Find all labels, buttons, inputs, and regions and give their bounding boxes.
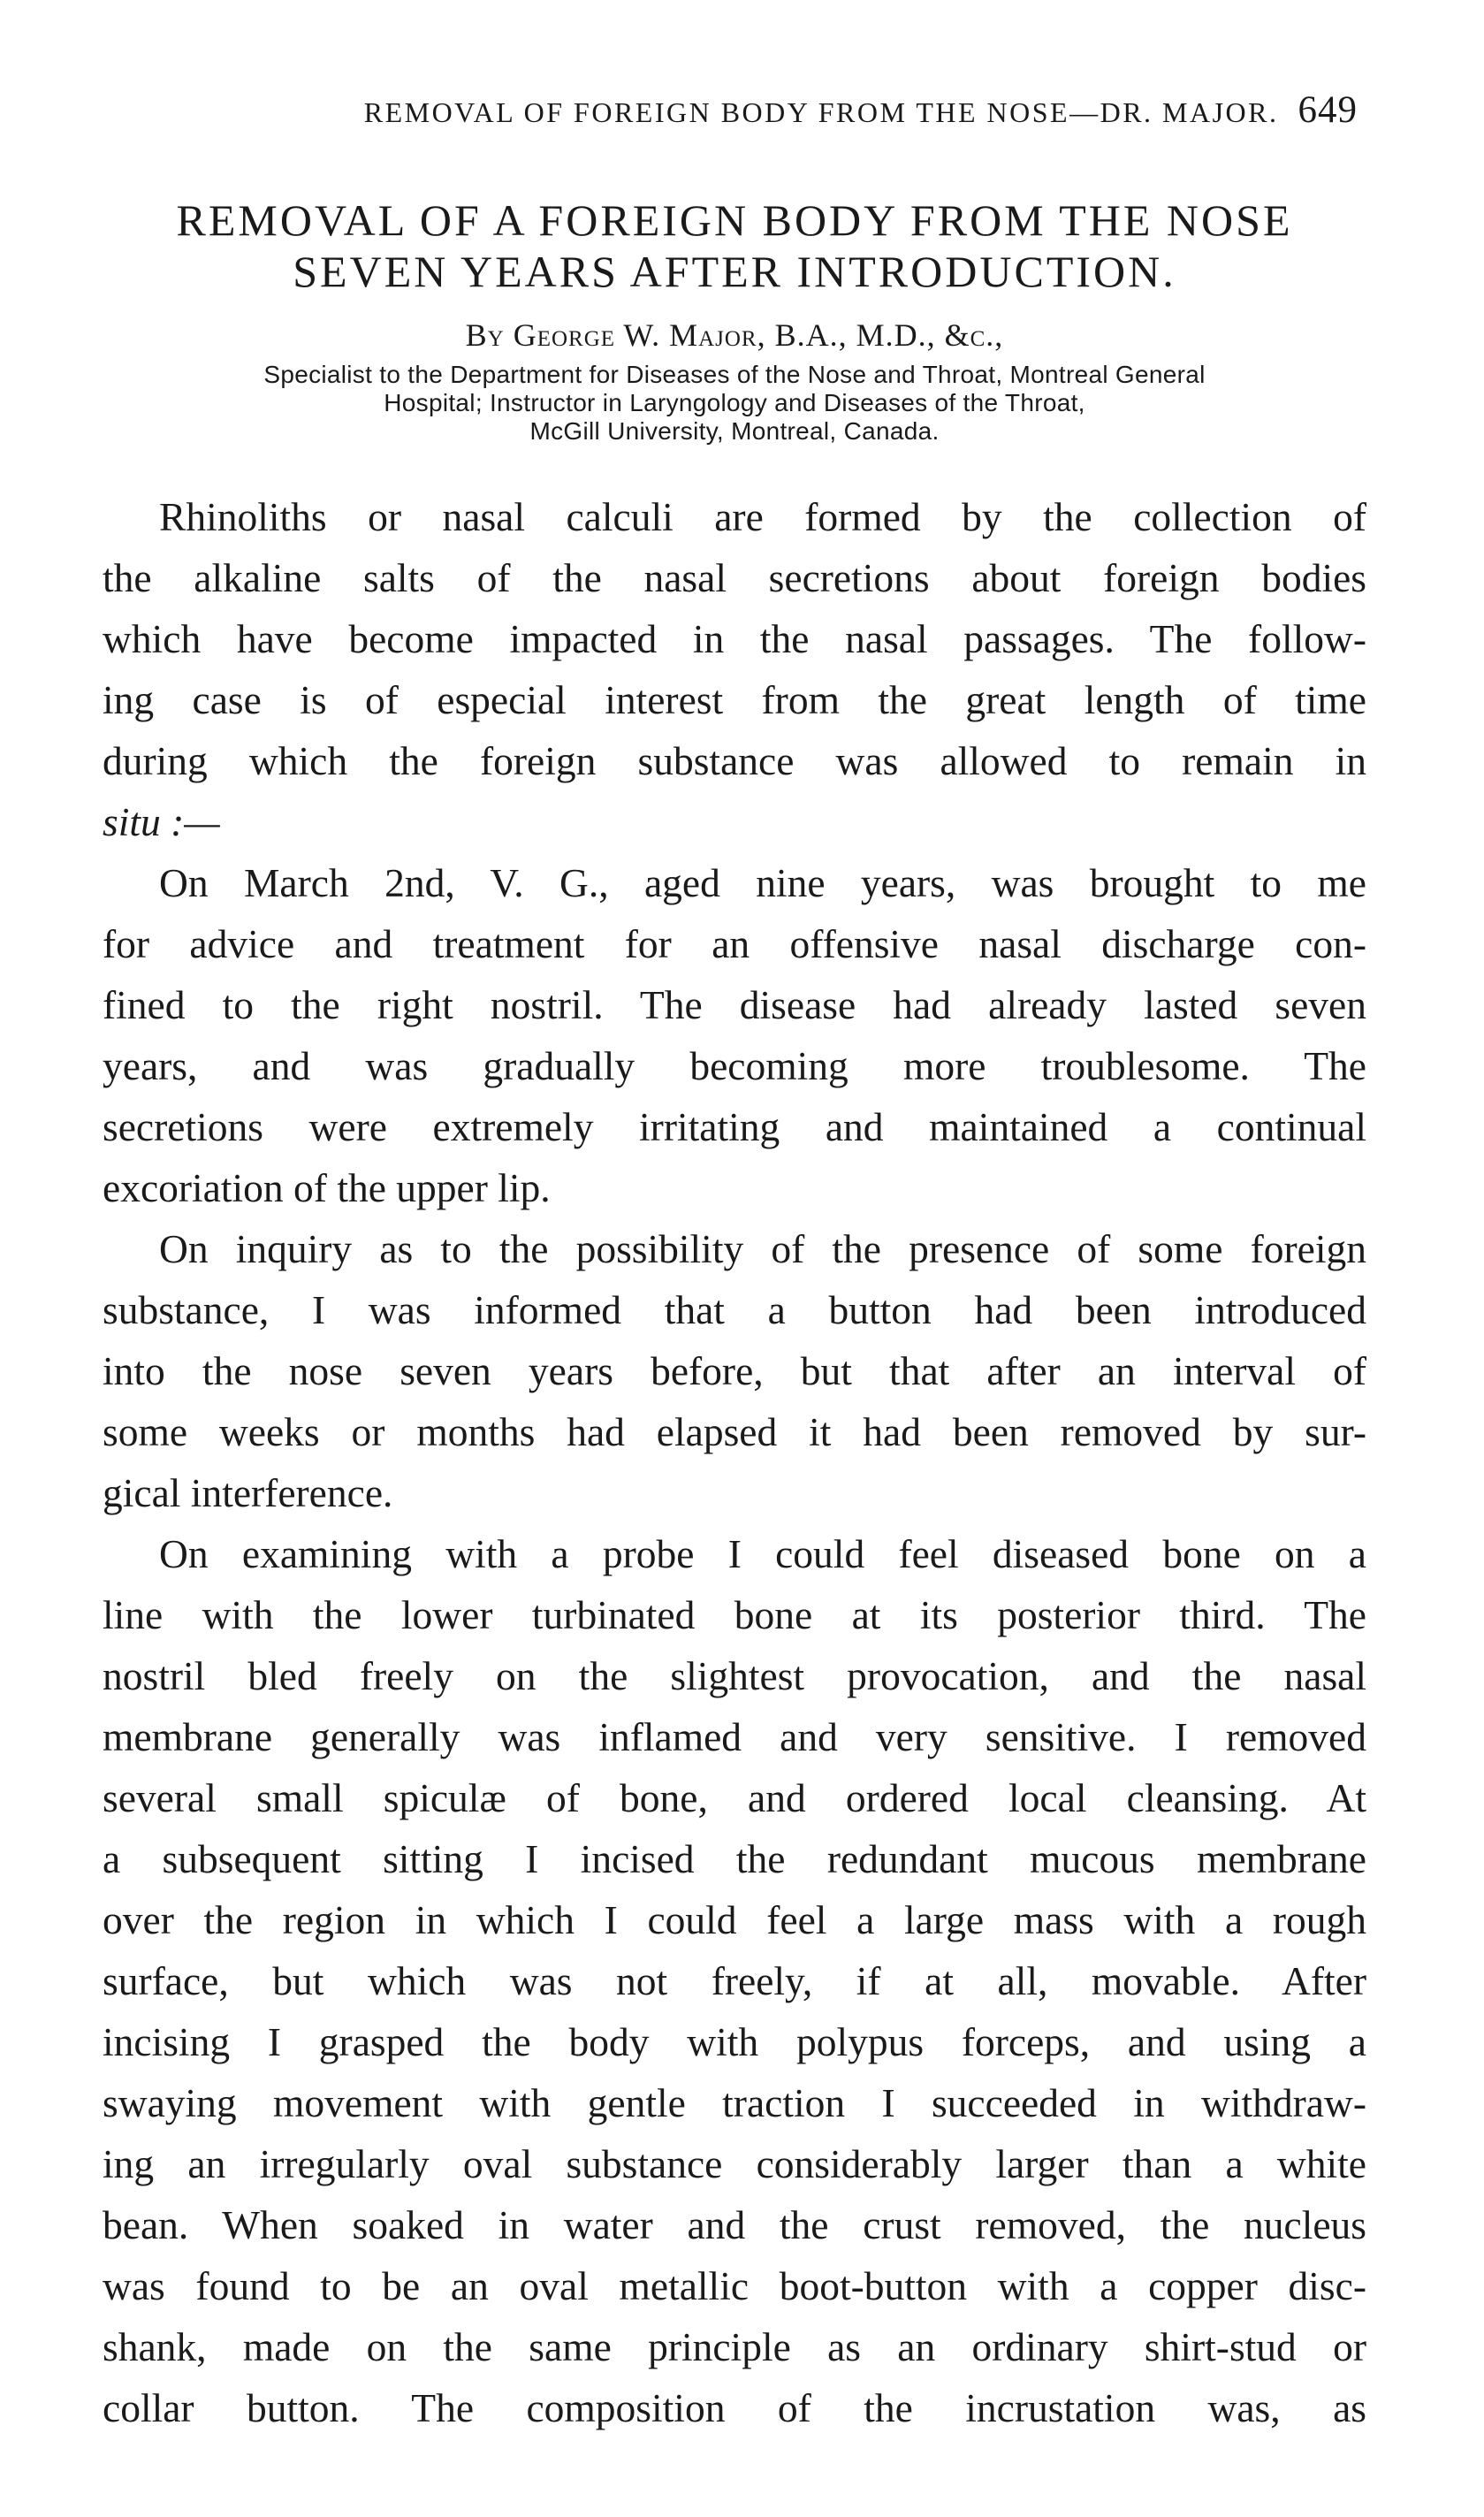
text-line: some weeks or months had elapsed it had been removed by sur- <box>103 1409 1366 1454</box>
text-line: a subsequent sitting I incised the redundant mucous membrane <box>103 1836 1366 1881</box>
paragraph-4 <box>103 1523 1366 2438</box>
text-line: On inquiry as to the possibility of the presence of some foreign <box>159 1226 1366 1271</box>
text-line: ing case is of especial interest from the great length of time <box>103 677 1366 722</box>
text-line: substance, I was informed that a button had been introduced <box>103 1287 1366 1332</box>
article-body <box>103 486 1366 2438</box>
text-line: gical interference. <box>103 1470 393 1515</box>
text-line: On March 2nd, V. G., aged nine years, was brought to me <box>159 860 1366 905</box>
text-line: surface, but which was not freely, if at all, movable. After <box>103 1958 1366 2003</box>
text-line: membrane generally was inflamed and very sensitive. I removed <box>103 1714 1366 1759</box>
paragraph-3 <box>103 1218 1366 1523</box>
text-line: swaying movement with gentle traction I succeeded in withdraw- <box>103 2080 1366 2125</box>
text-line: into the nose seven years before, but that after an interval of <box>103 1348 1366 1393</box>
text-line: On examining with a probe I could feel diseased bone on a <box>159 1531 1366 1576</box>
article-title <box>103 194 1366 297</box>
paragraph-2 <box>103 852 1366 1218</box>
text-line: shank, made on the same principle as an ordinary shirt-stud or <box>103 2324 1366 2369</box>
text-line: nostril bled freely on the slightest provocation, and the nasal <box>103 1653 1366 1698</box>
paragraph-1 <box>103 486 1366 852</box>
author-affiliation <box>103 361 1366 446</box>
text-line: excoriation of the upper lip. <box>103 1165 551 1210</box>
running-head-title: REMOVAL OF FOREIGN BODY FROM THE NOSE—DR. MAJOR. <box>363 96 1279 128</box>
text-line: which have become impacted in the nasal passages. The follow- <box>103 616 1366 661</box>
text-line: for advice and treatment for an offensive nasal discharge con- <box>103 921 1366 966</box>
text-line: secretions were extremely irritating and maintained a continual <box>103 1104 1366 1149</box>
italic-text: situ :— <box>103 799 220 844</box>
text-line: incising I grasped the body with polypus forceps, and using a <box>103 2019 1366 2064</box>
article-title-line: SEVEN YEARS AFTER INTRODUCTION. <box>293 247 1176 296</box>
text-line <box>103 791 1366 852</box>
page-number: 649 <box>1298 89 1358 131</box>
text-line: collar button. The composition of the incrustation was, as <box>103 2385 1366 2430</box>
affiliation-line: Specialist to the Department for Diseases of the Nose and Throat, Montreal General <box>263 361 1206 388</box>
text-line: line with the lower turbinated bone at its posterior third. The <box>103 1592 1366 1637</box>
text-line: fined to the right nostril. The disease had already lasted seven <box>103 982 1366 1027</box>
page <box>103 88 1366 2438</box>
text-line: several small spiculæ of bone, and ordered local cleansing. At <box>103 1775 1366 1820</box>
text-line: during which the foreign substance was allowed to remain in <box>103 738 1366 783</box>
text-line: the alkaline salts of the nasal secretions about foreign bodies <box>103 555 1366 600</box>
affiliation-line: Hospital; Instructor in Laryngology and Diseases of the Throat, <box>384 389 1085 416</box>
running-head <box>103 88 1366 134</box>
author-byline: By George W. Major, B.A., M.D., &c., <box>465 317 1004 353</box>
article-title-line: REMOVAL OF A FOREIGN BODY FROM THE NOSE <box>176 195 1293 245</box>
text-line: bean. When soaked in water and the crust removed, the nucleus <box>103 2202 1366 2247</box>
text-line: was found to be an oval metallic boot-button with a copper disc- <box>103 2263 1366 2308</box>
affiliation-line: McGill University, Montreal, Canada. <box>529 417 940 445</box>
text-line: Rhinoliths or nasal calculi are formed by the collection of <box>159 494 1366 539</box>
text-line: years, and was gradually becoming more troublesome. The <box>103 1043 1366 1088</box>
text-line: over the region in which I could feel a large mass with a rough <box>103 1897 1366 1942</box>
text-line: ing an irregularly oval substance considerably larger than a white <box>103 2141 1366 2186</box>
